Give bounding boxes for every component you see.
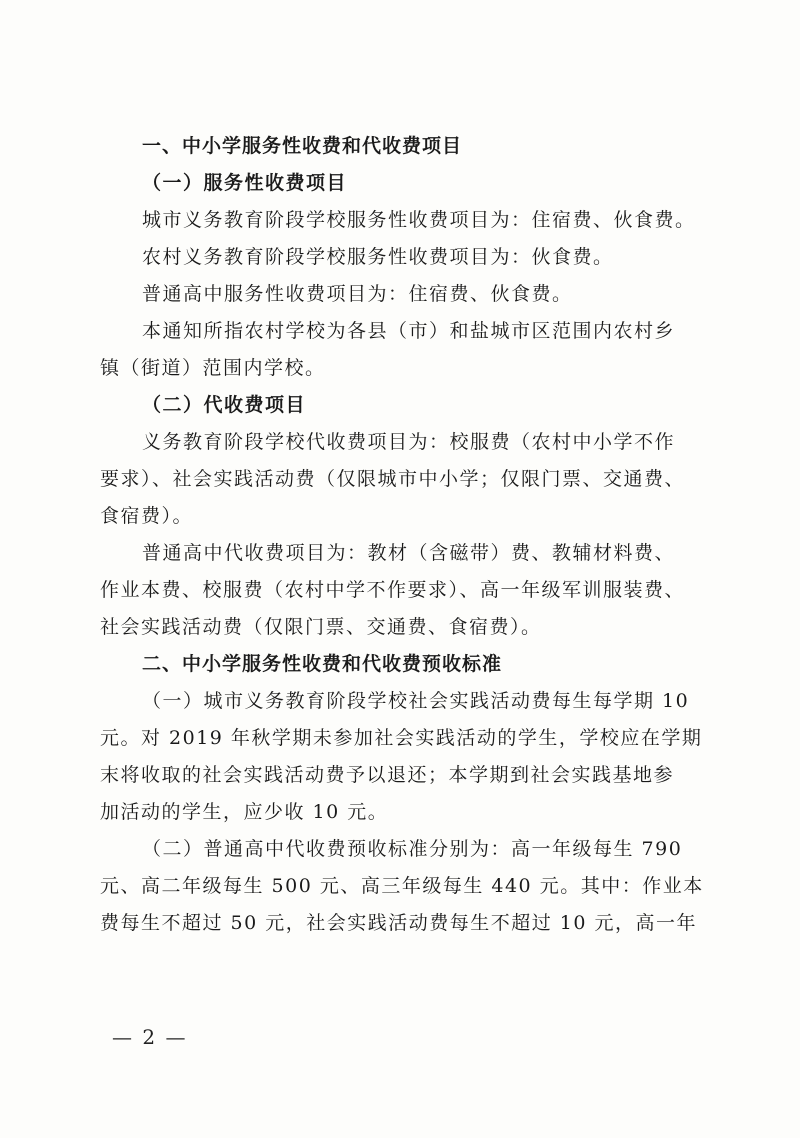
paragraph-line: 本通知所指农村学校为各县（市）和盐城市区范围内农村乡 [142, 320, 676, 342]
paragraph-line: 普通高中代收费项目为：教材（含磁带）费、教辅材料费、 [142, 542, 676, 564]
paragraph-line: 作业本费、校服费（农村中学不作要求）、高一年级军训服装费、 [100, 579, 686, 601]
page-number: — 2 — [112, 1025, 188, 1049]
paragraph-line: 末将收取的社会实践活动费予以退还；本学期到社会实践基地参 [100, 764, 675, 786]
document-body [100, 128, 710, 942]
paragraph-line: 元。对 2019 年秋学期未参加社会实践活动的学生，学校应在学期 [100, 727, 703, 749]
paragraph-line: 费每生不超过 50 元，社会实践活动费每生不超过 10 元，高一年 [100, 912, 698, 934]
paragraph-line: 普通高中服务性收费项目为：住宿费、伙食费。 [142, 283, 573, 305]
paragraph-line: 元、高二年级每生 500 元、高三年级每生 440 元。其中：作业本 [100, 875, 704, 897]
paragraph-line: 镇（街道）范围内学校。 [100, 357, 326, 379]
section-heading-2: 二、中小学服务性收费和代收费预收标准 [142, 653, 503, 675]
paragraph-line: 食宿费）。 [100, 505, 194, 527]
paragraph-line: 农村义务教育阶段学校服务性收费项目为：伙食费。 [142, 246, 614, 268]
paragraph-line: 城市义务教育阶段学校服务性收费项目为：住宿费、伙食费。 [142, 209, 696, 231]
subsection-heading-1-1: （一）服务性收费项目 [142, 172, 348, 194]
paragraph-line: 加活动的学生，应少收 10 元。 [100, 801, 389, 823]
paragraph-line: （一）城市义务教育阶段学校社会实践活动费每生每学期 10 [142, 690, 690, 712]
paragraph-line: 社会实践活动费（仅限门票、交通费、食宿费）。 [100, 616, 542, 638]
paragraph-line: 要求）、社会实践活动费（仅限城市中小学；仅限门票、交通费、 [100, 468, 686, 490]
paragraph-line: （二）普通高中代收费预收标准分别为：高一年级每生 790 [142, 838, 683, 860]
paragraph-line: 义务教育阶段学校代收费项目为：校服费（农村中小学不作 [142, 431, 676, 453]
section-heading-1: 一、中小学服务性收费和代收费项目 [142, 135, 463, 157]
subsection-heading-1-2: （二）代收费项目 [142, 394, 307, 416]
